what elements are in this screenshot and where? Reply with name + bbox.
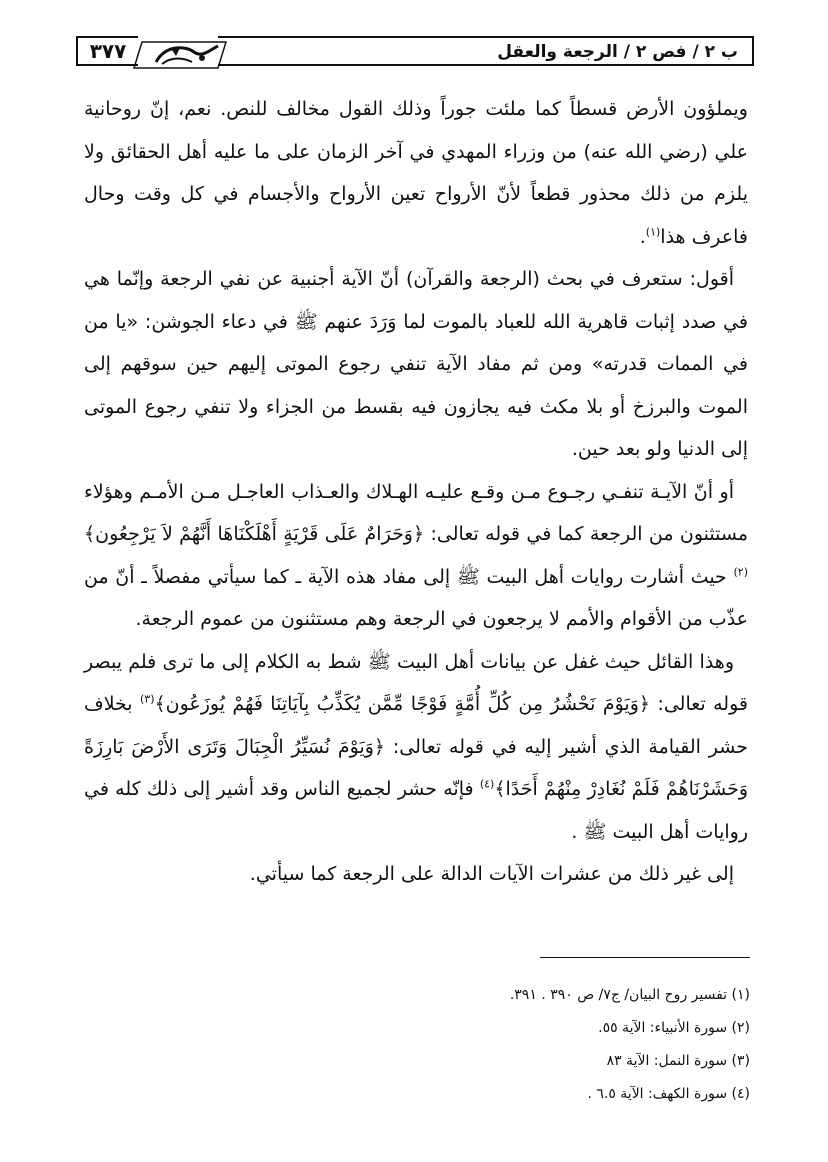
paragraph-4-text-a: وهذا القائل حيث غفل عن بيانات أهل البيت ﷺ شط به الكلام إلى ما ترى فلم يبصر قوله تعالى: (84, 650, 748, 715)
quran-quote-2: ﴿وَيَوْمَ نَحْشُرُ مِن كُلِّ أُمَّةٍ فَوْجًا مِّمَّن يُكَذِّبُ بِآيَاتِنَا فَهُمْ يُوزَعُون﴾ (154, 693, 651, 715)
paragraph-3-text-b: حيث أشارت روايات أهل البيت ﷺ إلى مفاد هذه الآية ـ كما سيأتي مفصلاً ـ أنّ من عذّب من الأقوام والأمم لا يرجعون في الرجعة وهم مستثنون من عموم الرجعة. (84, 565, 748, 630)
footnote-4: (٤) سورة الكهف: الآية ٦.٥ . (587, 1086, 750, 1102)
footnote-2: (٢) سورة الأنبياء: الآية ٥٥. (598, 1020, 750, 1036)
quran-quote-3: ﴿وَيَوْمَ نُسَيِّرُ الْجِبَالَ وَتَرَى الأَرْضَ بَارِزَةً وَحَشَرْنَاهُمْ فَلَمْ نُغَادِرْ مِنْهُمْ أَحَدًا﴾ (84, 735, 749, 800)
paragraph-2: أقول: ستعرف في بحث (الرجعة والقرآن) أنّ الآية أجنبية عن نفي الرجعة وإنّما هي في صدد إثبات قاهرية الله للعباد بالموت لما وَرَدَ عنهم ﷺ في دعاء الجوشن: «يا من في الممات قدرته» ومن ثم مفاد الآية تنفي رجوع الموتى إليهم حين سوقهم إلى الموت والبرزخ أو بلا مكث فيه يجازون فيه بقسط من الجزاء ولا تنفي رجوع الموتى إلى الدنيا ولو بعد حين. (84, 268, 748, 460)
footnote-divider (540, 957, 750, 958)
paragraph-4 (84, 641, 748, 854)
footnote-ref-2[interactable]: (٢) (733, 565, 748, 579)
header-frame (218, 36, 754, 66)
footnotes (350, 979, 750, 1111)
footnote-ref-1[interactable]: (١) (645, 225, 661, 239)
main-text (84, 88, 748, 896)
calligraphy-ornament-icon (132, 38, 228, 72)
paragraph-1 (84, 88, 748, 258)
footnote-ref-3[interactable]: (٣) (139, 692, 155, 706)
paragraph-3 (84, 471, 748, 641)
paragraph-5: إلى غير ذلك من عشرات الآيات الدالة على الرجعة كما سيأتي. (249, 863, 734, 885)
paragraph-1-end: . (639, 225, 646, 248)
paragraph-3-text-a: أو أنّ الآيـة تنفـي رجـوع مـن وقـع عليـه الهـلاك والعـذاب العاجـل مـن الأمـم وهؤلاء مستثنون من الرجعة كما في قوله تعالى: (84, 480, 748, 545)
header-title: ب ٢ / فص ٢ / الرجعة والعقل (497, 42, 738, 62)
running-header (76, 36, 754, 74)
paragraph-4-text-c: فإنّه حشر لجميع الناس وقد أشير إلى ذلك كله في روايات أهل البيت ﷺ . (84, 778, 748, 843)
footnote-1: (١) تفسير روح البيان/ ج٧/ ص ٣٩٠ . ٣٩١. (509, 987, 750, 1003)
footnote-3: (٣) سورة النمل: الآية ٨٣ (606, 1053, 750, 1069)
paragraph-4-text-b: بخلاف حشر القيامة الذي أشير إليه في قوله تعالى: (84, 693, 748, 758)
paragraph-1-text: ويملؤون الأرض قسطاً كما ملئت جوراً وذلك القول مخالف للنص. نعم، إنّ روحانية علي (رضي الله عنه) من وزراء المهدي في آخر الزمان على ما عليه أهل الحقائق ولا يلزم من ذلك محذور قطعاً لأنّ الأرواح تعين الأرواح والأجسام في كل وقت وحال فاعرف هذا (84, 98, 748, 248)
footnote-ref-4[interactable]: (٤) (479, 777, 495, 791)
page-number: ٣٧٧ (76, 36, 138, 66)
quran-quote-1: ﴿وَحَرَامٌ عَلَى قَرْيَةٍ أَهْلَكْنَاهَا أَنَّهُمْ لاَ يَرْجِعُون﴾ (84, 523, 425, 545)
